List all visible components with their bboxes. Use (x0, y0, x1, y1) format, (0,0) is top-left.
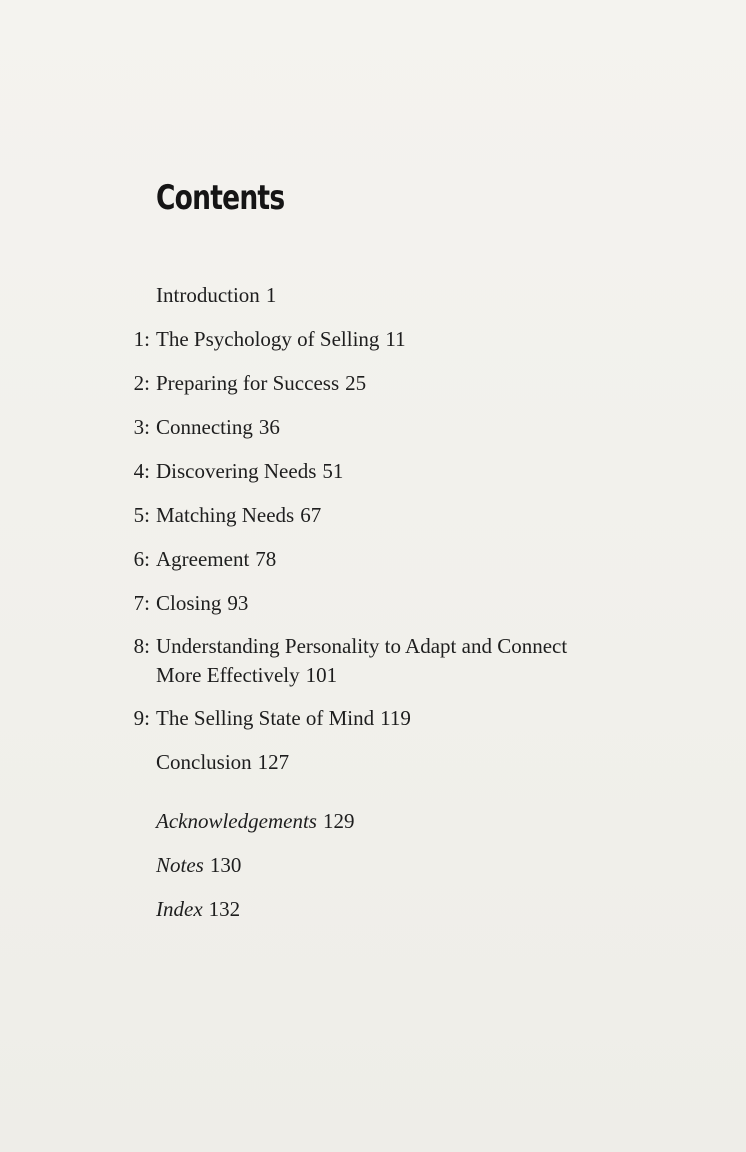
toc-label: Acknowledgements (156, 809, 317, 833)
toc-label: Introduction (156, 283, 260, 307)
toc-page-number: 101 (305, 663, 338, 687)
toc-label: Index (156, 897, 203, 921)
toc-label: Agreement (156, 547, 250, 571)
chapter-number: 7: (133, 591, 150, 615)
toc-page-number: 127 (257, 750, 290, 774)
toc-page-number: 93 (227, 591, 249, 615)
toc-label-line-1: Understanding Personality to Adapt and Connect (156, 634, 568, 658)
toc-page-number: 132 (208, 897, 241, 921)
chapter-number: 6: (133, 547, 150, 571)
chapter-number: 9: (133, 706, 150, 730)
toc-page-number: 25 (345, 371, 367, 395)
chapter-number: 2: (133, 371, 150, 395)
toc-page-number: 130 (209, 853, 242, 877)
toc-label: Connecting (156, 415, 253, 439)
toc-page-number: 51 (322, 459, 344, 483)
toc-page-number: 36 (258, 415, 280, 439)
toc-label: The Selling State of Mind (156, 706, 375, 730)
toc-label: Matching Needs (156, 503, 295, 527)
toc-page-number: 119 (380, 706, 411, 730)
toc-label: Notes (156, 853, 204, 877)
chapter-number: 1: (133, 327, 150, 351)
toc-page-number: 11 (385, 327, 406, 351)
chapter-number: 8: (133, 634, 150, 658)
toc-page-number: 129 (322, 809, 355, 833)
toc-label: Preparing for Success (156, 371, 340, 395)
chapter-number: 5: (133, 503, 150, 527)
page-title: Contents (156, 178, 285, 218)
toc-label: The Psychology of Selling (156, 327, 380, 351)
toc-page-number: 78 (255, 547, 277, 571)
chapter-number: 3: (133, 415, 150, 439)
toc-page-number: 67 (300, 503, 322, 527)
toc-label: Closing (156, 591, 222, 615)
toc-label: Conclusion (156, 750, 252, 774)
toc-page-number: 1 (265, 283, 277, 307)
chapter-number: 4: (133, 459, 150, 483)
toc-label: More Effectively (156, 663, 300, 687)
toc-label: Discovering Needs (156, 459, 317, 483)
